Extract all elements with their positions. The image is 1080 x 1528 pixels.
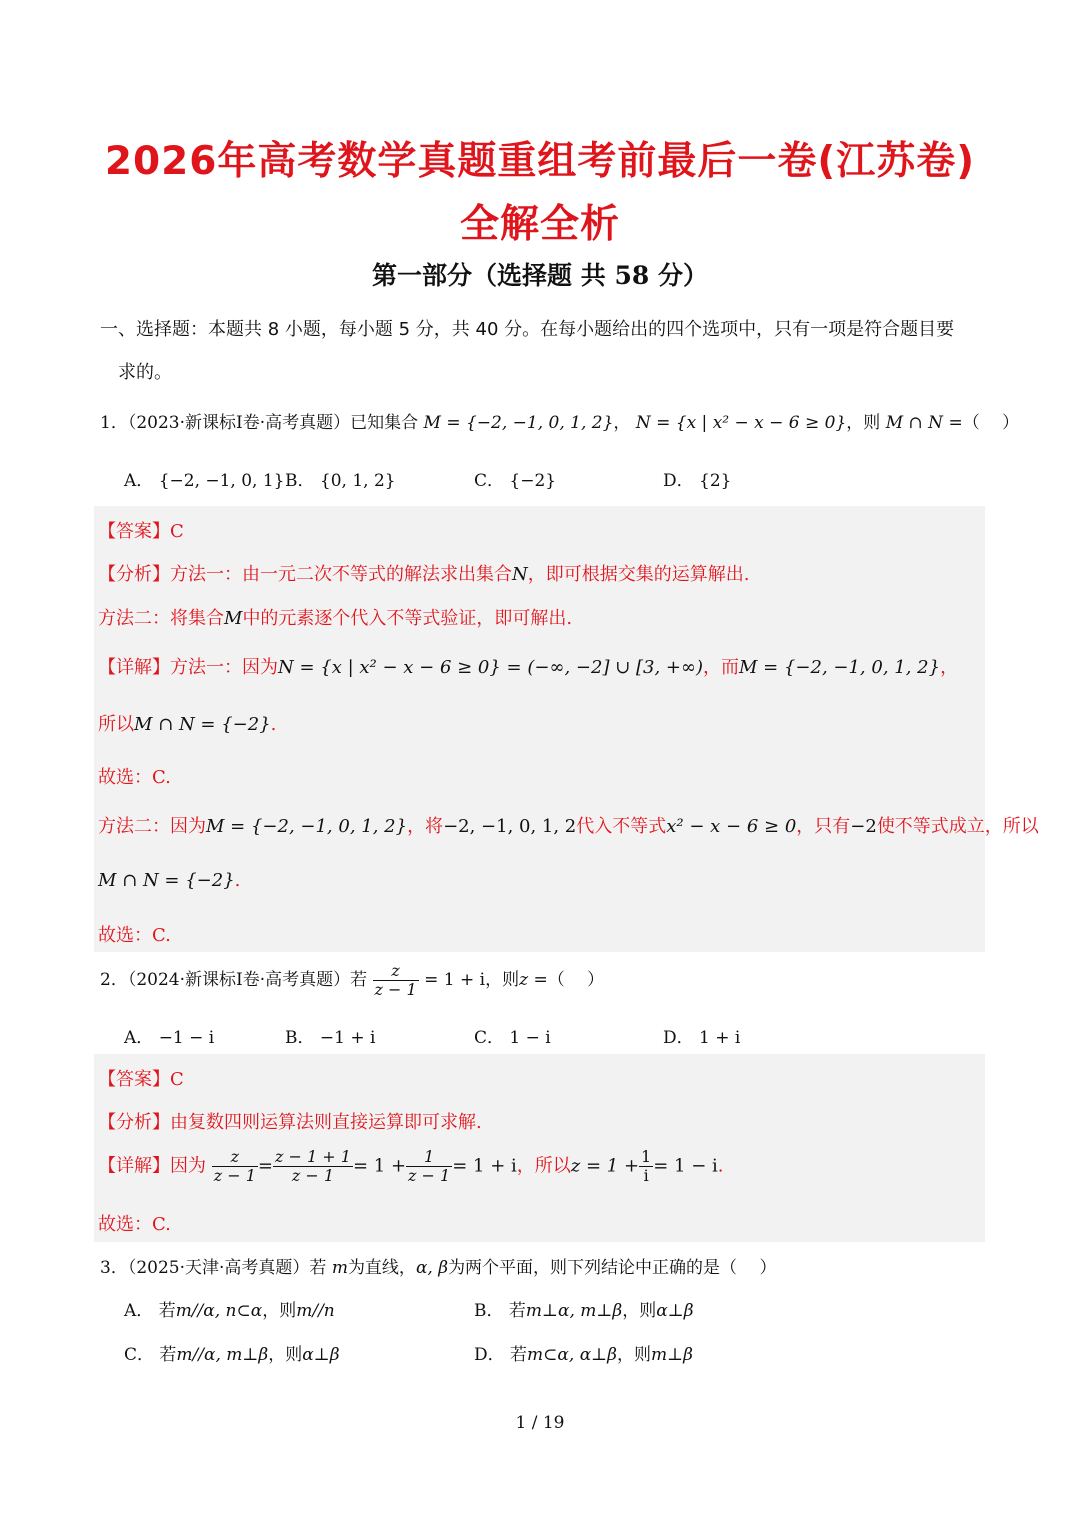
analysis-text: 方法一：由一元二次不等式的解法求出集合 [170,564,512,585]
question-text: 为两个平面，则下列结论中正确的是（ ） [448,1258,777,1278]
option-c [124,1340,340,1365]
method2-line-2 [98,870,240,891]
option-a [124,1296,335,1321]
numerator: z [373,962,419,981]
option-text: 若 [510,1345,528,1365]
detail-text: . [234,870,241,891]
math-expression: = 1 + [352,1155,407,1177]
option-text: 若 [508,1301,526,1321]
option-value: −1 − i [158,1028,215,1048]
question-text: 已知集合 [350,413,419,433]
option-a [124,1023,214,1048]
math-expression: = 1 + i [424,970,486,990]
numerator: 1 [406,1148,452,1167]
detail-line-2 [98,710,276,736]
answer-line [98,517,184,543]
question-2 [100,962,604,999]
question-text: 为直线， [347,1258,416,1278]
option-a [124,466,285,491]
instructions-line2: 求的。 [118,362,172,383]
method2-line [98,812,1039,838]
option-text: 若 [158,1301,176,1321]
fraction [212,1148,258,1185]
option-label: D． [663,471,694,491]
option-label: B． [474,1301,504,1321]
math-expression: N = {x | x² − x − 6 ≥ 0} = (−∞, −2] ∪ [3, +∞) [278,657,704,678]
option-label: B． [285,471,315,491]
math-expression: M ∩ N = {−2} [98,870,235,891]
denominator: z − 1 [374,980,417,999]
answer-parenthesis: （ ） [962,413,1020,433]
choose-line: 故选：C. [98,1214,171,1235]
question-source: （2025·天津·高考真题） [127,1258,310,1278]
analysis-text: ，即可根据交集的运算解出. [527,564,750,585]
option-b [285,1023,375,1048]
question-text: 若 [309,1258,327,1278]
question-number: 1． [100,413,128,433]
document-title-line1: 2026年高考数学真题重组考前最后一卷(江苏卷) [104,139,976,184]
math-expression: −2 [850,816,877,837]
question-source: （2023·新课标I卷·高考真题） [127,413,351,433]
denominator: z − 1 [213,1166,256,1185]
question-number: 2． [100,970,128,990]
option-value: 1 − i [509,1028,551,1048]
expression: z = [519,970,548,990]
detail-tag: 【详解】 [98,1155,170,1177]
question-source: （2024·新课标I卷·高考真题） [127,970,351,990]
analysis-line [98,1108,482,1134]
instructions-line1: 一、选择题：本题共 8 小题，每小题 5 分，共 40 分。在每小题给出的四个选项中，只有一项是符合题目要 [100,319,955,340]
variable: α, β [415,1258,449,1278]
page-number: 1 / 19 [515,1413,565,1433]
option-d [663,1023,740,1048]
set-m: M = {−2, −1, 0, 1, 2} [423,413,614,433]
detail-line-1 [98,653,958,679]
option-d [663,466,732,491]
choose-line: 故选：C. [98,767,171,788]
separator: ， [613,413,631,433]
fraction [373,962,419,999]
option-value: {−2} [509,471,557,491]
question-text: 若 [350,970,368,990]
variable: M [224,608,243,629]
option-label: D． [474,1345,505,1365]
question-text: ，则 [846,413,881,433]
math-expression: x² − x − 6 ≥ 0 [666,816,797,837]
answer-parenthesis: （ ） [547,970,605,990]
option-text: ，则 [617,1345,651,1365]
option-value: −1 + i [319,1028,376,1048]
math-expression: = [257,1155,274,1177]
detail-text: 方法二：因为 [98,816,206,837]
variable: m [331,1258,348,1278]
expression: M ∩ N = [885,413,963,433]
denominator: z − 1 [408,1166,451,1185]
question-3 [100,1253,776,1278]
document-title-line2: 全解全析 [459,202,620,247]
math-expression: m⊂α, α⊥β [527,1345,617,1365]
detail-text: ， [940,657,959,678]
analysis-line-2 [98,604,572,630]
detail-text: 因为 [170,1155,206,1177]
option-b [285,466,396,491]
denominator: z − 1 [291,1166,335,1185]
option-label: C． [474,1028,505,1048]
math-expression: α⊥β [656,1301,694,1321]
analysis-tag: 【分析】 [98,1112,170,1133]
option-text: 若 [159,1345,177,1365]
analysis-text: 方法二：将集合 [98,608,224,629]
option-value: {−2, −1, 0, 1} [158,471,285,491]
option-label: A． [124,1028,154,1048]
option-text: ，则 [622,1301,657,1321]
math-expression: m//α, n⊂α [175,1301,263,1321]
detail-text: ，将 [407,816,444,837]
math-expression: = 1 + i [452,1155,517,1177]
option-text: ，则 [262,1301,297,1321]
option-label: A． [124,1301,154,1321]
set-n: N = {x | x² − x − 6 ≥ 0} [635,413,847,433]
analysis-text: 由复数四则运算法则直接运算即可求解. [170,1112,482,1133]
option-label: C． [124,1345,155,1365]
detail-tag: 【详解】 [98,657,170,678]
detail-line [98,1148,724,1185]
math-expression: M = {−2, −1, 0, 1, 2} [206,816,408,837]
option-b [474,1296,694,1321]
math-expression: α⊥β [302,1345,340,1365]
option-label: C． [474,471,505,491]
choose-line-2: 故选：C. [98,925,171,946]
numerator: z − 1 + 1 [275,1147,351,1166]
math-expression: = 1 − i [653,1155,718,1177]
denominator: i [643,1166,649,1185]
question-1 [100,408,1019,433]
math-expression: M ∩ N = {−2} [134,714,271,735]
option-value: {2} [699,471,732,491]
math-expression: m⊥β [651,1345,693,1365]
detail-text: 方法一：因为 [170,657,278,678]
analysis-tag: 【分析】 [98,564,170,585]
detail-text: ，所以 [516,1155,571,1177]
answer-tag: 【答案】 [98,521,170,542]
detail-text: 代入不等式 [576,816,667,837]
option-value: 1 + i [699,1028,741,1048]
math-expression: m//α, m⊥β [176,1345,269,1365]
numerator: 1 [641,1147,652,1166]
section-heading: 第一部分（选择题 共 58 分） [372,261,708,290]
fraction [406,1148,452,1185]
option-c [474,1023,551,1048]
answer-tag: 【答案】 [98,1069,170,1090]
math-expression: M = {−2, −1, 0, 1, 2} [739,657,941,678]
answer-value: C [170,521,184,542]
analysis-text: 中的元素逐个代入不等式验证，即可解出. [242,608,573,629]
option-c [474,466,556,491]
option-label: D． [663,1028,694,1048]
detail-text: ，只有 [796,816,851,837]
math-expression: m//n [296,1301,335,1321]
detail-text: . [270,714,277,735]
numerator: z [212,1148,258,1167]
option-value: {0, 1, 2} [319,471,396,491]
option-label: A． [124,471,154,491]
fraction [639,1148,653,1185]
math-expression: z = 1 + [570,1155,640,1177]
detail-text: ，而 [703,657,740,678]
detail-text: . [717,1155,724,1177]
variable: N [512,564,528,585]
option-label: B． [285,1028,315,1048]
fraction [273,1148,353,1185]
question-text: ，则 [485,970,520,990]
math-expression: m⊥α, m⊥β [525,1301,623,1321]
option-text: ，则 [268,1345,303,1365]
answer-value: C [170,1069,184,1090]
detail-text: 使不等式成立，所以 [876,816,1039,837]
question-number: 3． [100,1258,128,1278]
detail-text: 所以 [98,714,134,735]
answer-line [98,1065,184,1091]
analysis-line [98,560,749,586]
option-d [474,1340,693,1365]
math-expression: −2, −1, 0, 1, 2 [443,816,577,837]
